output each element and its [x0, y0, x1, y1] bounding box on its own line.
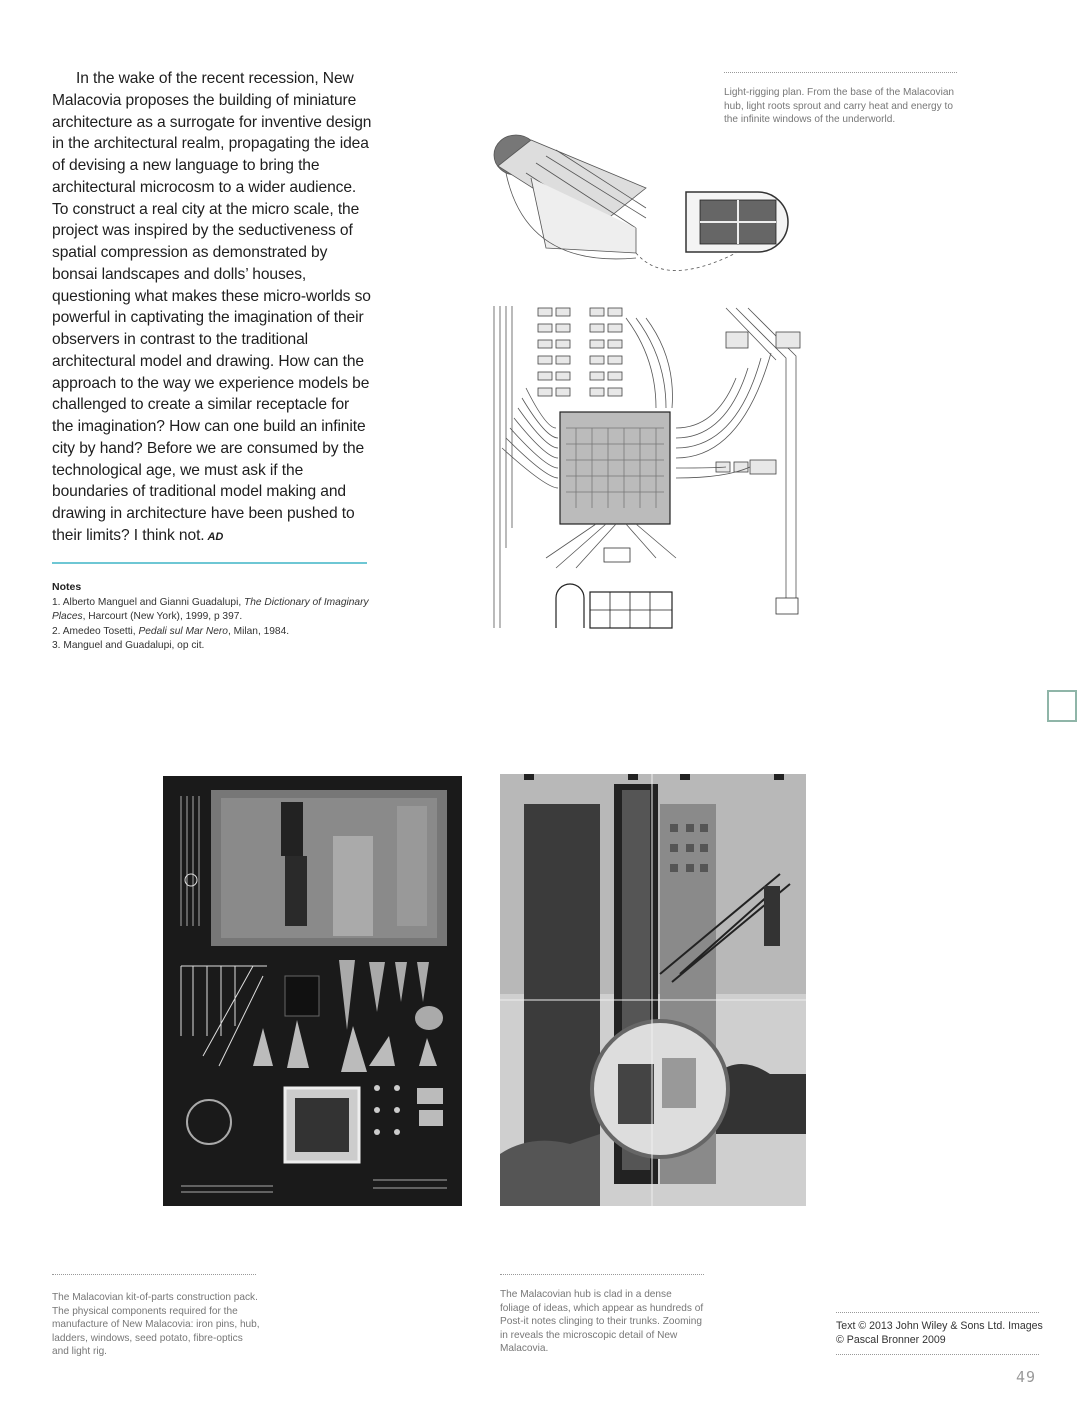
section-rule [52, 562, 367, 564]
end-mark: AD [207, 530, 224, 543]
notes-heading: Notes [52, 581, 82, 593]
credit-divider [836, 1312, 1039, 1313]
note-item: 1. Alberto Manguel and Gianni Guadalupi, The Dictionary of Imaginary Places, Harcourt (New York), 1999, p 397. [52, 596, 369, 623]
light-rigging-plan-drawing [486, 128, 816, 634]
image-credit: Text © 2013 John Wiley & Sons Ltd. Images © Pascal Bronner 2009 [836, 1320, 1043, 1346]
caption-light-rigging: Light-rigging plan. From the base of the Malacovian hub, light roots sprout and carry heat and energy to the infinite windows of the underworld. [724, 87, 955, 126]
hub-photo [500, 774, 806, 1206]
kit-of-parts-photo [163, 776, 462, 1206]
seal-stamp [1047, 690, 1077, 722]
notes [52, 580, 372, 654]
body-text [52, 68, 374, 549]
caption-divider [724, 72, 957, 73]
note-title: Pedali sul Mar Nero [138, 625, 228, 637]
page-number: 49 [1016, 1368, 1037, 1386]
note-item: 3. Manguel and Guadalupi, op cit. [52, 640, 205, 652]
caption-hub: The Malacovian hub is clad in a dense foliage of ideas, which appear as hundreds of Post-it notes clinging to their trunks. Zooming in reveals the microscopic detail of New Malacovia. [500, 1289, 704, 1355]
caption-divider [500, 1274, 704, 1275]
caption-divider [52, 1274, 256, 1275]
note-title: The Dictionary of Imaginary Places [52, 596, 369, 623]
note-item: 2. Amedeo Tosetti, Pedali sul Mar Nero, Milan, 1984. [52, 625, 290, 637]
credit-divider [836, 1354, 1039, 1355]
body-paragraph: In the wake of the recent recession, New Malacovia proposes the building of miniature architecture as a surrogate for inventive design in the architectural realm, propagating the idea of devising a new language to bring the architectural microcosm to a wider audience. To construct a real city at the micro scale, the project was inspired by the seductiveness of spatial compression as demonstrated by bonsai landscapes and dolls’ houses, questioning what makes these micro-worlds so powerful in captivating the imagination of their observers in contrast to the traditional architectural model and drawing. How can the approach to the way we experience models be challenged to create a similar receptacle for the imagination? How can one build an infinite city by hand? Before we are consumed by the technological age, we must ask if the boundaries of traditional model making and drawing in architecture have been pushed to their limits? I think not. [52, 70, 372, 544]
caption-kit-of-parts: The Malacovian kit-of-parts construction pack. The physical components required for the manufacture of New Malacovia: iron pins, hub, ladders, windows, seed potato, fibre-optics and light rig. [52, 1292, 260, 1358]
notes-list [52, 596, 372, 654]
